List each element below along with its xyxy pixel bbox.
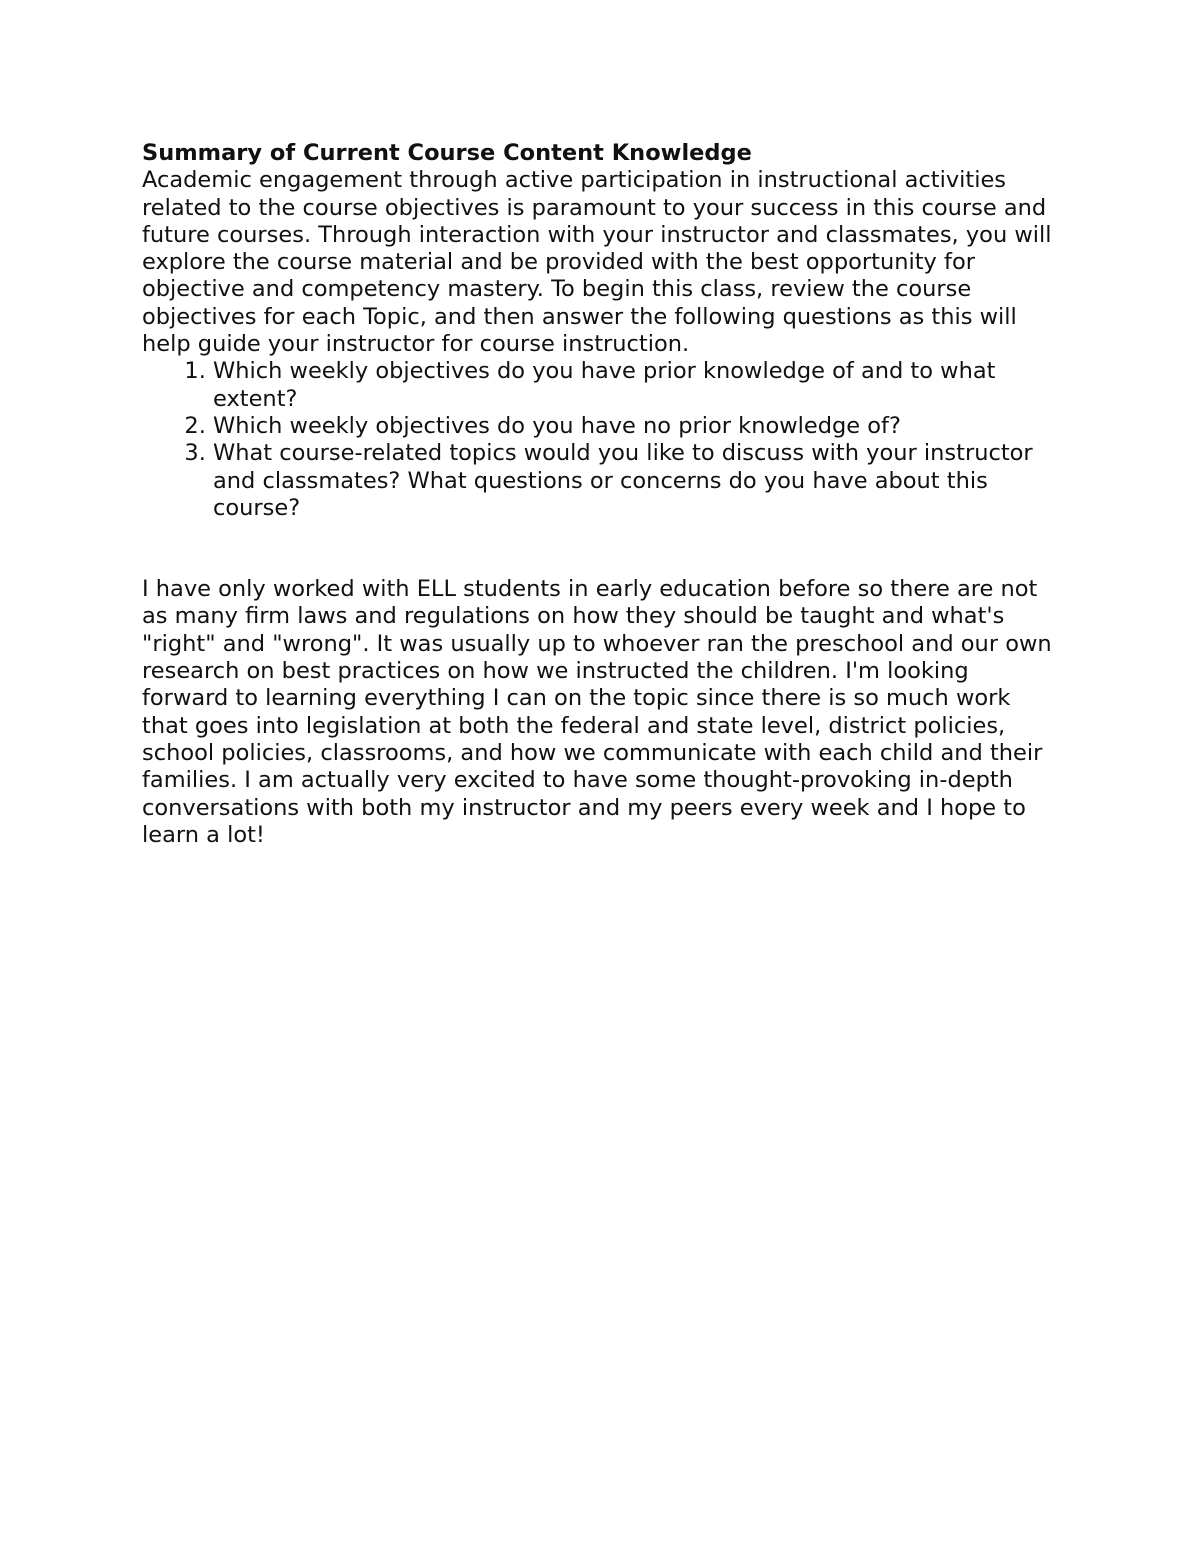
document-title: Summary of Current Course Content Knowledge bbox=[142, 140, 752, 166]
intro-paragraph: Academic engagement through active participation in instructional activities related to the course objectives is paramount to your success in this course and future courses. Through interaction with your instructor and classmates, you will explore the course material and be provided with the best opportunity for objective and competency mastery. To begin this class, review the course objectives for each Topic, and then answer the following questions as this will help guide your instructor for course instruction. bbox=[142, 167, 1052, 358]
response-paragraph: I have only worked with ELL students in early education before so there are not as many firm laws and regulations on how they should be taught and what's "right" and "wrong". It was usually up to whoever ran the preschool and our own research on best practices on how we instructed the children. I'm looking forward to learning everything I can on the topic since there is so much work that goes into legislation at both the federal and state level, district policies, school policies, classrooms, and how we communicate with each child and their families. I am actually very excited to have some thought-provoking in-depth conversations with both my instructor and my peers every week and I hope to learn a lot! bbox=[142, 576, 1052, 848]
question-item-2: 2. Which weekly objectives do you have no prior knowledge of? bbox=[213, 413, 1062, 440]
question-item-1: 1. Which weekly objectives do you have prior knowledge of and to what extent? bbox=[213, 358, 1062, 413]
question-item-3: 3. What course-related topics would you like to discuss with your instructor and classmates? What questions or concerns do you have about this course? bbox=[213, 440, 1062, 522]
questions-list bbox=[142, 358, 1062, 522]
document-page bbox=[142, 140, 1062, 849]
